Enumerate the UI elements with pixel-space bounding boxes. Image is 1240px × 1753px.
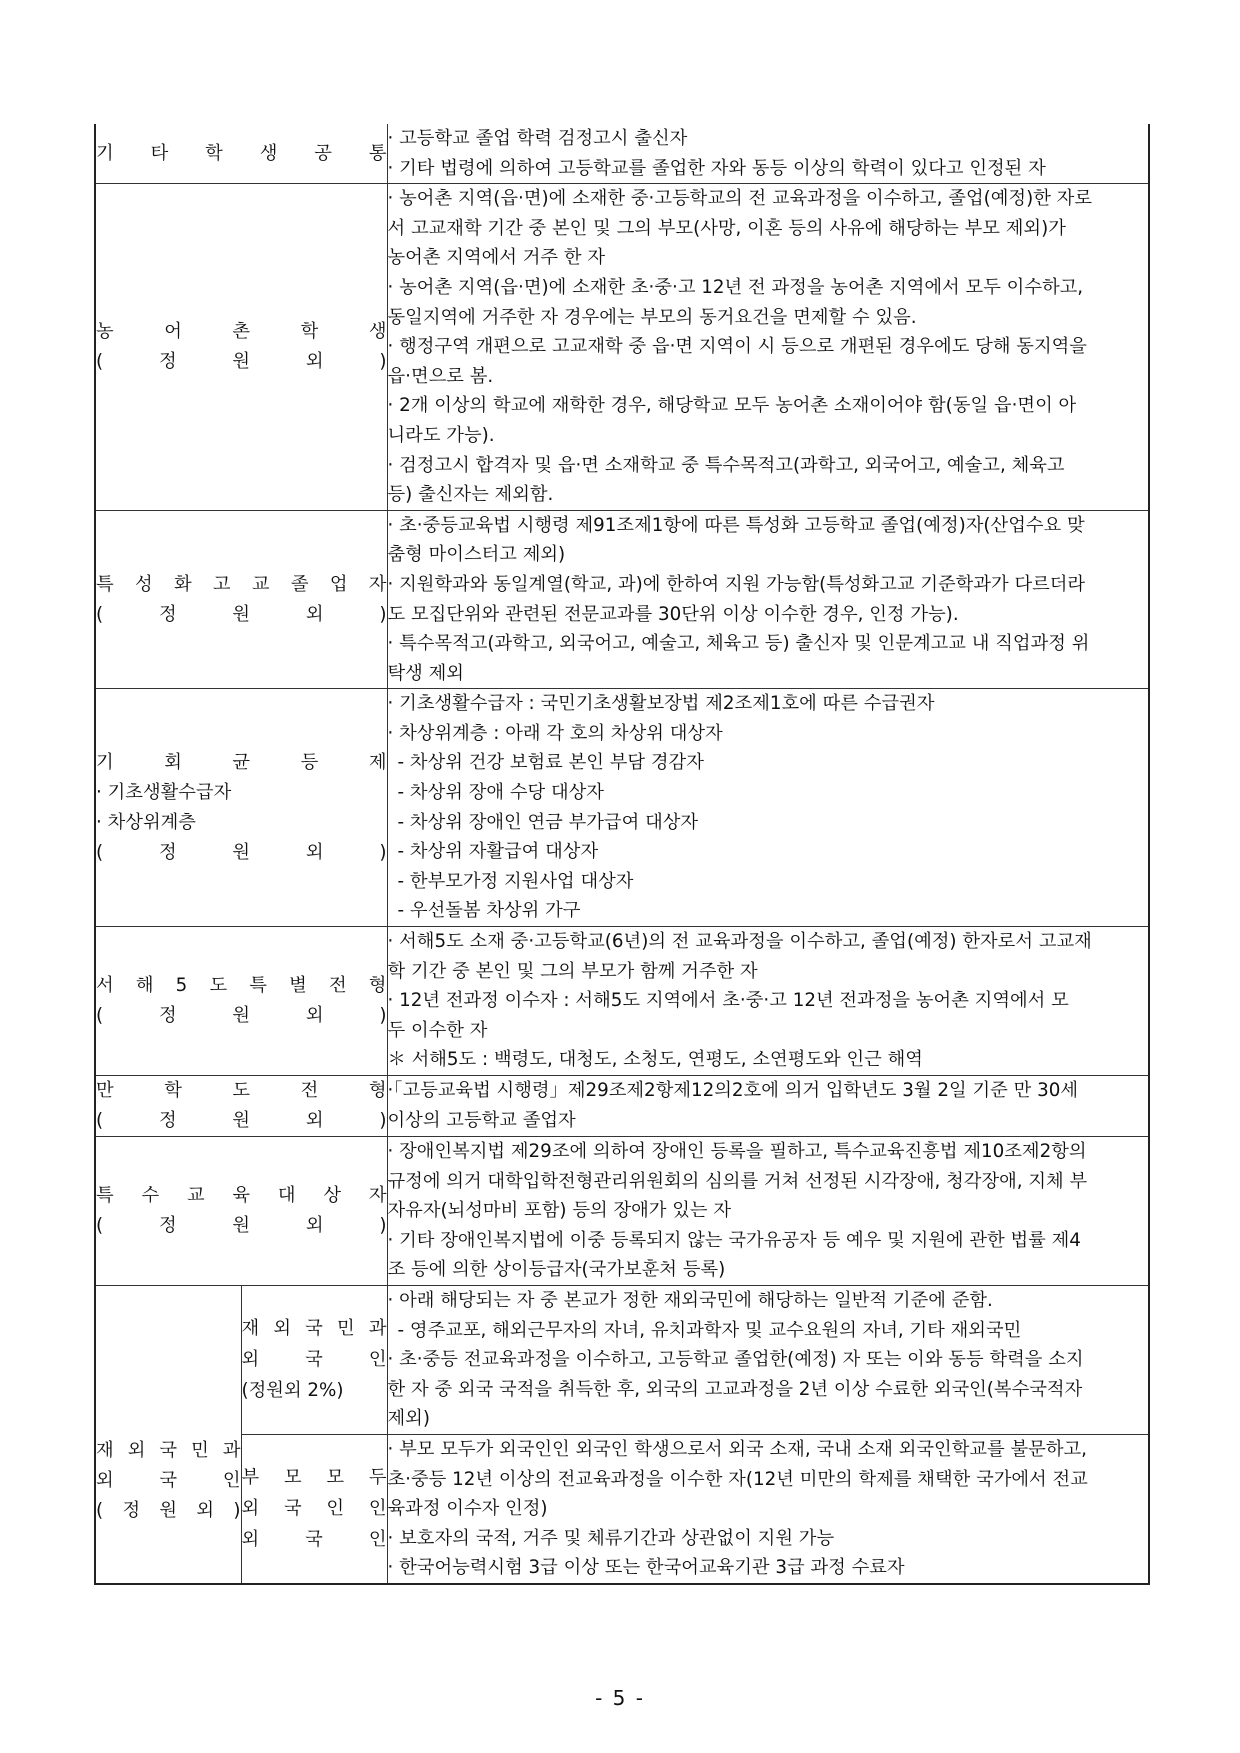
description-line: - 차상위 장애 수당 대상자 (397, 782, 604, 804)
description-line: · 농어촌 지역(읍·면)에 소재한 초·중·고 12년 전 과정을 농어촌 지역에서 모두 이수하고, (387, 276, 1084, 298)
page-number: - 5 - (595, 1686, 645, 1710)
label-line (96, 570, 387, 600)
label-char: 모 (283, 1467, 302, 1489)
label-line (96, 838, 387, 868)
category-description (387, 124, 1149, 184)
label-line (96, 748, 387, 778)
label-char: 특 (96, 1184, 114, 1206)
label-char: 등 (300, 751, 319, 773)
label-line (96, 971, 387, 1001)
label-char: 생 (368, 320, 387, 342)
label-char: 국 (283, 1498, 302, 1520)
label-line (96, 1181, 387, 1211)
description-line: 두 이수한 자 (387, 1019, 488, 1041)
description-line: · 행정구역 개편으로 고교재학 중 읍·면 지역이 시 등으로 개편된 경우에도 당해 동지역을 (387, 336, 1087, 358)
table-row (95, 184, 1149, 511)
label-char: 외 (305, 1005, 324, 1027)
label-char: 정 (158, 1214, 177, 1236)
description-line: 규정에 의거 대학입학전형관리위원회의 심의를 거쳐 선정된 시각장애, 청각장애, 지체 부 (387, 1170, 1088, 1192)
label-char: 특 (96, 573, 114, 595)
category-description (387, 1076, 1149, 1137)
description-line: ·「고등교육법 시행령」제29조제2항제12의2호에 의거 입학년도 3월 2일 기준 만 30세 (387, 1080, 1078, 1102)
label-char: 외 (241, 1349, 260, 1371)
description-line: · 특수목적고(과학고, 외국어고, 예술고, 체육고 등) 출신자 및 인문계고교 내 직업과정 위 (387, 633, 1090, 655)
label-char: 학 (164, 1080, 182, 1101)
label-char: 전 (328, 975, 347, 997)
description-line: - 영주교포, 해외근무자의 자녀, 유치과학자 및 교수요원의 자녀, 기타 재외국민 (397, 1319, 1022, 1341)
label-char: 어 (164, 320, 182, 342)
category-description (387, 927, 1149, 1076)
label-char: 통 (368, 142, 387, 164)
description-line: · 기초생활수급자 : 국민기초생활보장법 제2조제1호에 따른 수급권자 (387, 693, 935, 715)
label-char: 인 (222, 1469, 241, 1491)
label-line (96, 1211, 387, 1241)
label-char: 과 (368, 1318, 387, 1340)
label-char: 수 (141, 1184, 160, 1206)
description-line: · 2개 이상의 학교에 재학한 경우, 해당학교 모두 농어촌 소재이어야 함(동일 읍·면이 아 (387, 395, 1077, 417)
label-char: ( (96, 1499, 104, 1521)
description-line: - 우선돌봄 차상위 가구 (397, 900, 581, 922)
label-char: 국 (305, 1529, 323, 1551)
label-line (96, 1496, 241, 1526)
label-char: 인 (368, 1529, 387, 1551)
label-line (242, 1493, 387, 1524)
description-line: · 보호자의 국적, 거주 및 체류기간과 상관없이 지원 가능 (387, 1527, 835, 1549)
label-char: 해 (135, 975, 154, 997)
label-char: 졸 (290, 573, 309, 595)
label-line: (정원외 2%) (241, 1380, 344, 1402)
label-char: 학 (205, 142, 223, 164)
label-char: 국 (159, 1439, 178, 1461)
description-line: - 차상위 건강 보험료 본인 부담 경감자 (397, 752, 704, 774)
label-char: 정 (158, 1005, 177, 1027)
label-char: 외 (305, 603, 324, 625)
label-char: 상 (323, 1184, 342, 1206)
label-char: 5 (175, 975, 188, 997)
label-char: 균 (232, 751, 251, 773)
label-char: 인 (326, 1498, 345, 1520)
description-line: · 초·중등교육법 시행령 제91조제1항에 따른 특성화 고등학교 졸업(예정)자(산업수요 맞 (387, 514, 1085, 536)
description-line: · 부모 모두가 외국인인 외국인 학생으로서 외국 소재, 국내 소재 외국인학교를 불문하고, (387, 1438, 1087, 1460)
label-line (242, 1313, 387, 1344)
label-char: 기 (96, 142, 114, 164)
label-char: ) (379, 1110, 387, 1131)
table-row (95, 1076, 1149, 1137)
label-char: 별 (289, 975, 307, 997)
label-char: ) (379, 350, 387, 372)
label-char: ) (379, 1005, 387, 1027)
label-char: 모 (326, 1467, 345, 1489)
description-line: - 차상위 장애인 연금 부가급여 대상자 (397, 811, 699, 833)
overseas-sub-label (241, 1434, 387, 1583)
table-row (95, 510, 1149, 689)
overseas-group-label (95, 1285, 241, 1583)
description-line: · 기타 장애인복지법에 이중 등록되지 않는 국가유공자 등 예우 및 지원에 관한 법률 제4 (387, 1229, 1081, 1251)
label-char: 외 (305, 1214, 324, 1236)
label-char: 외 (305, 841, 324, 863)
label-char: ) (379, 603, 387, 625)
description-line: · 고등학교 졸업 학력 검정고시 출신자 (387, 128, 688, 149)
label-char: 정 (158, 841, 177, 863)
label-line (96, 139, 387, 169)
label-line (96, 1001, 387, 1031)
label-char: 정 (122, 1499, 141, 1521)
category-label (95, 1137, 387, 1286)
label-char: 원 (232, 1214, 251, 1236)
description-line: 등) 출신자는 제외함. (387, 484, 554, 506)
overseas-sub-label (241, 1285, 387, 1434)
label-char: 국 (305, 1349, 323, 1371)
label-char: 교 (251, 573, 270, 595)
label-char: 성 (134, 573, 153, 595)
description-line: · 아래 해당되는 자 중 본교가 정한 재외국민에 해당하는 일반적 기준에 준함. (387, 1289, 993, 1311)
description-line: 도 모집단위와 관련된 전문교과를 30단위 이상 이수한 경우, 인정 가능). (387, 603, 959, 625)
label-char: 서 (96, 975, 114, 997)
label-char: 외 (305, 1110, 324, 1131)
table-row (95, 689, 1149, 927)
label-char: 공 (314, 142, 332, 164)
label-char: 과 (222, 1439, 241, 1461)
label-char: 외 (241, 1529, 260, 1551)
description-line: · 차상위계층 : 아래 각 호의 차상위 대상자 (387, 722, 723, 744)
label-char: 자 (368, 1184, 387, 1206)
label-char: 원 (232, 350, 251, 372)
label-char: ( (96, 1110, 104, 1131)
category-description (387, 510, 1149, 689)
label-char: 고 (212, 573, 231, 595)
label-char: 재 (96, 1439, 114, 1461)
table-row (95, 927, 1149, 1076)
label-line: · 차상위계층 (96, 811, 196, 833)
category-description (387, 184, 1149, 511)
description-line: 탁생 제외 (387, 662, 464, 684)
label-char: 형 (368, 1080, 387, 1101)
label-char: 기 (96, 751, 114, 773)
label-char: 외 (241, 1498, 260, 1520)
description-line: 한 자 중 외국 국적을 취득한 후, 외국의 고교과정을 2년 이상 수료한 외국인(복수국적자 (387, 1378, 1083, 1400)
label-char: 정 (158, 350, 177, 372)
label-char: 학 (300, 320, 319, 342)
description-line: 동일지역에 거주한 자 경우에는 부모의 동거요건을 면제할 수 있음. (387, 306, 917, 328)
label-char: 두 (368, 1467, 387, 1489)
label-line (96, 1466, 241, 1496)
label-char: 원 (232, 1110, 251, 1131)
label-char: 농 (96, 320, 114, 342)
description-line: · 검정고시 합격자 및 읍·면 소재학교 중 특수목적고(과학고, 외국어고, 예술고, 체육고 (387, 454, 1065, 476)
description-line: 초·중등 12년 이상의 전교육과정을 이수한 자(12년 미만의 학제를 채택한 국가에서 전교 (387, 1468, 1088, 1490)
label-char: ( (96, 1005, 104, 1027)
description-line: 서 고교재학 기간 중 본인 및 그의 부모(사망, 이혼 등의 사유에 해당하는 부모 제외)가 (387, 217, 1066, 239)
description-line: 제외) (387, 1408, 430, 1430)
label-line: · 기초생활수급자 (96, 781, 232, 803)
category-label (95, 1076, 387, 1137)
label-char: 원 (232, 603, 251, 625)
label-char: 도 (209, 975, 228, 997)
label-line (242, 1344, 387, 1375)
label-char: 촌 (232, 320, 251, 342)
label-char: 교 (186, 1184, 205, 1206)
description-line: 니라도 가능). (387, 424, 495, 446)
label-char: ( (96, 603, 104, 625)
label-char: 외 (127, 1439, 146, 1461)
label-line (96, 1106, 387, 1136)
description-line: 이상의 고등학교 졸업자 (387, 1110, 576, 1131)
label-char: 도 (232, 1080, 251, 1101)
label-char: ) (379, 841, 387, 863)
category-description (387, 1137, 1149, 1286)
label-char: ( (96, 350, 104, 372)
category-label (95, 124, 387, 184)
label-char: 외 (273, 1318, 291, 1340)
label-line (96, 1436, 241, 1466)
label-char: 회 (164, 751, 182, 773)
description-line: · 초·중등 전교육과정을 이수하고, 고등학교 졸업한(예정) 자 또는 이와 동등 학력을 소지 (387, 1349, 1084, 1371)
description-line: · 농어촌 지역(읍·면)에 소재한 중·고등학교의 전 교육과정을 이수하고, 졸업(예정)한 자로 (387, 188, 1093, 210)
label-char: 외 (96, 1469, 114, 1491)
table-row (95, 1434, 1149, 1583)
description-line: 학 기간 중 본인 및 그의 부모가 함께 거주한 자 (387, 960, 758, 982)
label-char: 화 (173, 573, 192, 595)
table-row (95, 124, 1149, 184)
label-char: 생 (259, 142, 278, 164)
description-line: · 12년 전과정 이수자 : 서해5도 지역에서 초·중·고 12년 전과정을 농어촌 지역에서 모 (387, 990, 1069, 1012)
label-char: 전 (300, 1080, 319, 1101)
table-row (95, 1285, 1149, 1434)
label-char: 제 (368, 751, 387, 773)
label-char: 민 (336, 1318, 355, 1340)
description-line: · 서해5도 소재 중·고등학교(6년)의 전 교육과정을 이수하고, 졸업(예정) 한자로서 고교재 (387, 931, 1092, 953)
description-line: ＊ 서해5도 : 백령도, 대청도, 소청도, 연평도, 소연평도와 인근 해역 (387, 1049, 923, 1071)
label-char: 특 (249, 975, 267, 997)
label-char: ) (379, 1214, 387, 1236)
description-line: · 지원학과와 동일계열(학교, 과)에 한하여 지원 가능함(특성화고교 기준학과가 다르더라 (387, 573, 1086, 595)
label-line (242, 1524, 387, 1555)
overseas-sub-description (387, 1434, 1149, 1583)
description-line: 읍·면으로 봄. (387, 365, 494, 387)
category-label (95, 927, 387, 1076)
label-char: 정 (158, 1110, 177, 1131)
label-char: 부 (241, 1467, 260, 1489)
label-char: 원 (232, 841, 251, 863)
table-row (95, 1137, 1149, 1286)
description-line: 농어촌 지역에서 거주 한 자 (387, 247, 606, 269)
label-char: 재 (241, 1318, 260, 1340)
label-char: 인 (368, 1349, 387, 1371)
label-char: 원 (232, 1005, 251, 1027)
description-line: 춤형 마이스터고 제외) (387, 544, 566, 566)
label-char: 국 (305, 1318, 323, 1340)
description-line: · 기타 법령에 의하여 고등학교를 졸업한 자와 동등 이상의 학력이 있다고 인정된 자 (387, 157, 1046, 179)
label-line (242, 1462, 387, 1493)
description-line: - 차상위 자활급여 대상자 (397, 841, 599, 863)
description-line: · 한국어능력시험 3급 이상 또는 한국어교육기관 3급 과정 수료자 (387, 1557, 905, 1579)
label-char: ( (96, 841, 104, 863)
label-char: ( (96, 1214, 104, 1236)
category-description (387, 689, 1149, 927)
label-char: 원 (159, 1499, 178, 1521)
label-char: 자 (368, 573, 387, 595)
label-char: 국 (159, 1469, 178, 1491)
label-char: 민 (191, 1439, 209, 1461)
label-char: 만 (96, 1080, 114, 1101)
overseas-sub-description (387, 1285, 1149, 1434)
label-char: 인 (368, 1498, 387, 1520)
description-line: - 한부모가정 지원사업 대상자 (397, 870, 634, 892)
label-line (96, 1076, 387, 1106)
description-line: 자유자(뇌성마비 포함) 등의 장애가 있는 자 (387, 1200, 732, 1222)
label-char: 정 (158, 603, 177, 625)
label-char: 타 (150, 142, 169, 164)
label-char: 외 (196, 1499, 215, 1521)
label-char: 업 (329, 573, 348, 595)
description-line: 조 등에 의한 상이등급자(국가보훈처 등록) (387, 1259, 726, 1281)
label-char: 대 (277, 1184, 296, 1206)
label-char: 외 (305, 350, 324, 372)
category-label (95, 184, 387, 511)
admission-criteria-table (94, 124, 1150, 1585)
category-label (95, 689, 387, 927)
label-line (96, 347, 387, 377)
category-label (95, 510, 387, 689)
description-line: 육과정 이수자 인정) (387, 1498, 548, 1520)
description-line: · 장애인복지법 제29조에 의하여 장애인 등록을 필하고, 특수교육진흥법 제10조제2항의 (387, 1141, 1087, 1162)
label-line (96, 600, 387, 630)
label-line (96, 317, 387, 347)
label-char: 육 (232, 1184, 251, 1206)
label-char: ) (233, 1499, 241, 1521)
label-char: 형 (368, 975, 387, 997)
